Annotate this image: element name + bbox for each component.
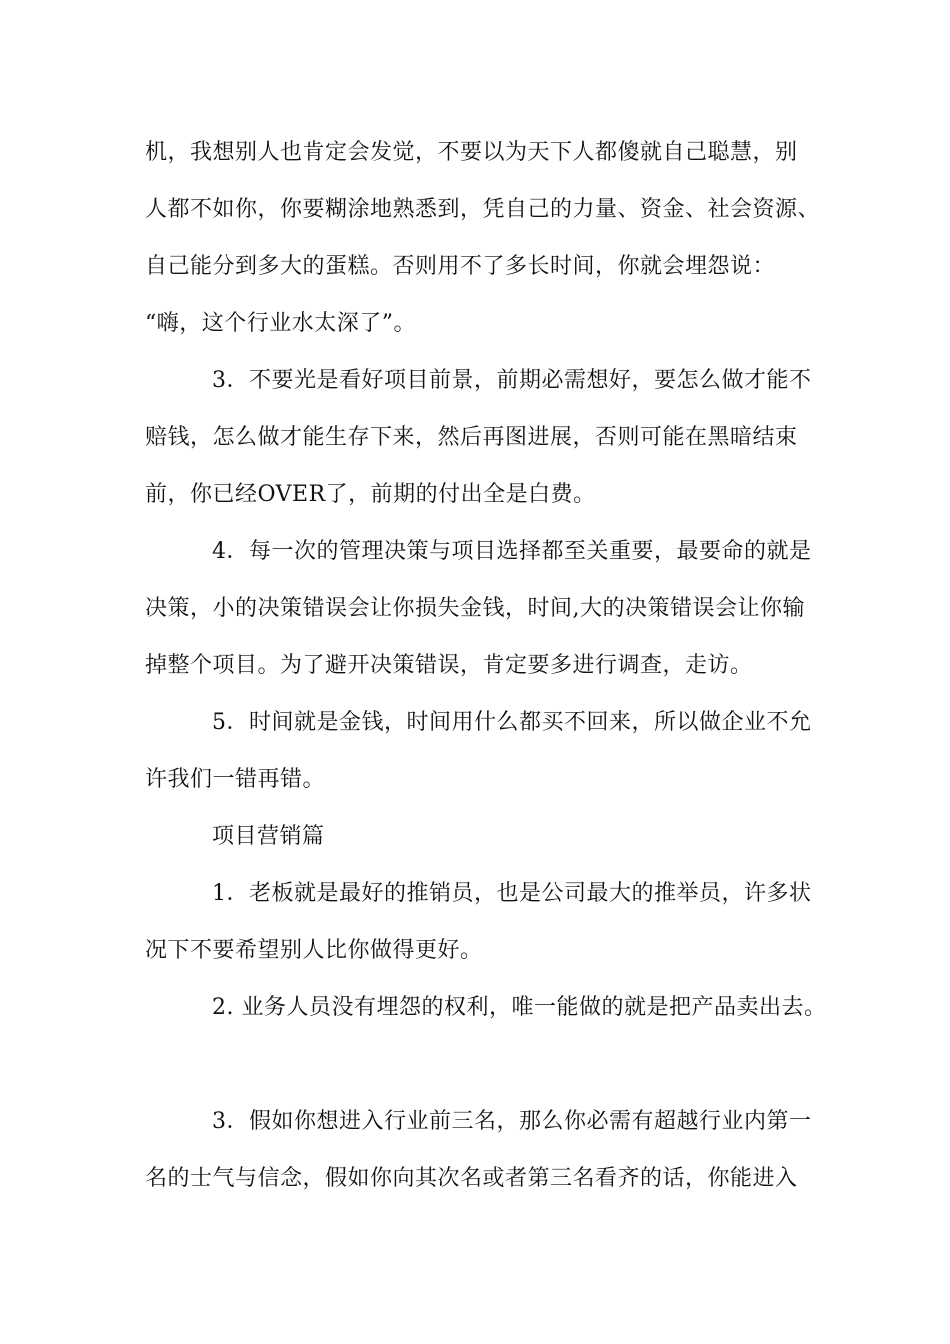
text-line: 决策，小的决策错误会让你损失金钱，时间,大的决策错误会让你输 — [145, 596, 805, 621]
text-line: 自己能分到多大的蛋糕。否则用不了多长时间，你就会埋怨说： — [145, 254, 776, 279]
text-line: 况下不要希望别人比你做得更好。 — [145, 938, 483, 963]
text-line: 3．不要光是看好项目前景，前期必需想好，要怎么做才能不 — [212, 368, 812, 393]
text-line: 赔钱，怎么做才能生存下来，然后再图进展，否则可能在黑暗结束 — [145, 425, 798, 450]
text-line: 机，我想别人也肯定会发觉，不要以为天下人都傻就自己聪慧，别 — [145, 140, 798, 165]
text-line: 人都不如你，你要糊涂地熟悉到，凭自己的力量、资金、社会资源、 — [145, 197, 821, 222]
text-line: 4．每一次的管理决策与项目选择都至关重要，最要命的就是 — [212, 539, 812, 564]
text-line: 许我们一错再错。 — [145, 767, 326, 792]
section-heading: 项目营销篇 — [212, 824, 325, 849]
text-line: 5．时间就是金钱，时间用什么都买不回来，所以做企业不允 — [212, 710, 812, 735]
text-line: 掉整个项目。为了避开决策错误，肯定要多进行调查，走访。 — [145, 653, 753, 678]
text-line: 1．老板就是最好的推销员，也是公司最大的推举员，许多状 — [212, 881, 812, 906]
text-line: 3．假如你想进入行业前三名，那么你必需有超越行业内第一 — [212, 1109, 812, 1134]
text-line: “嗨，这个行业水太深了”。 — [145, 311, 416, 336]
text-line: 前，你已经OVER了，前期的付出全是白费。 — [145, 482, 596, 507]
text-line: 2. 业务人员没有埋怨的权利，唯一能做的就是把产品卖出去。 — [212, 995, 827, 1020]
text-line: 名的士气与信念，假如你向其次名或者第三名看齐的话，你能进入 — [145, 1166, 798, 1191]
